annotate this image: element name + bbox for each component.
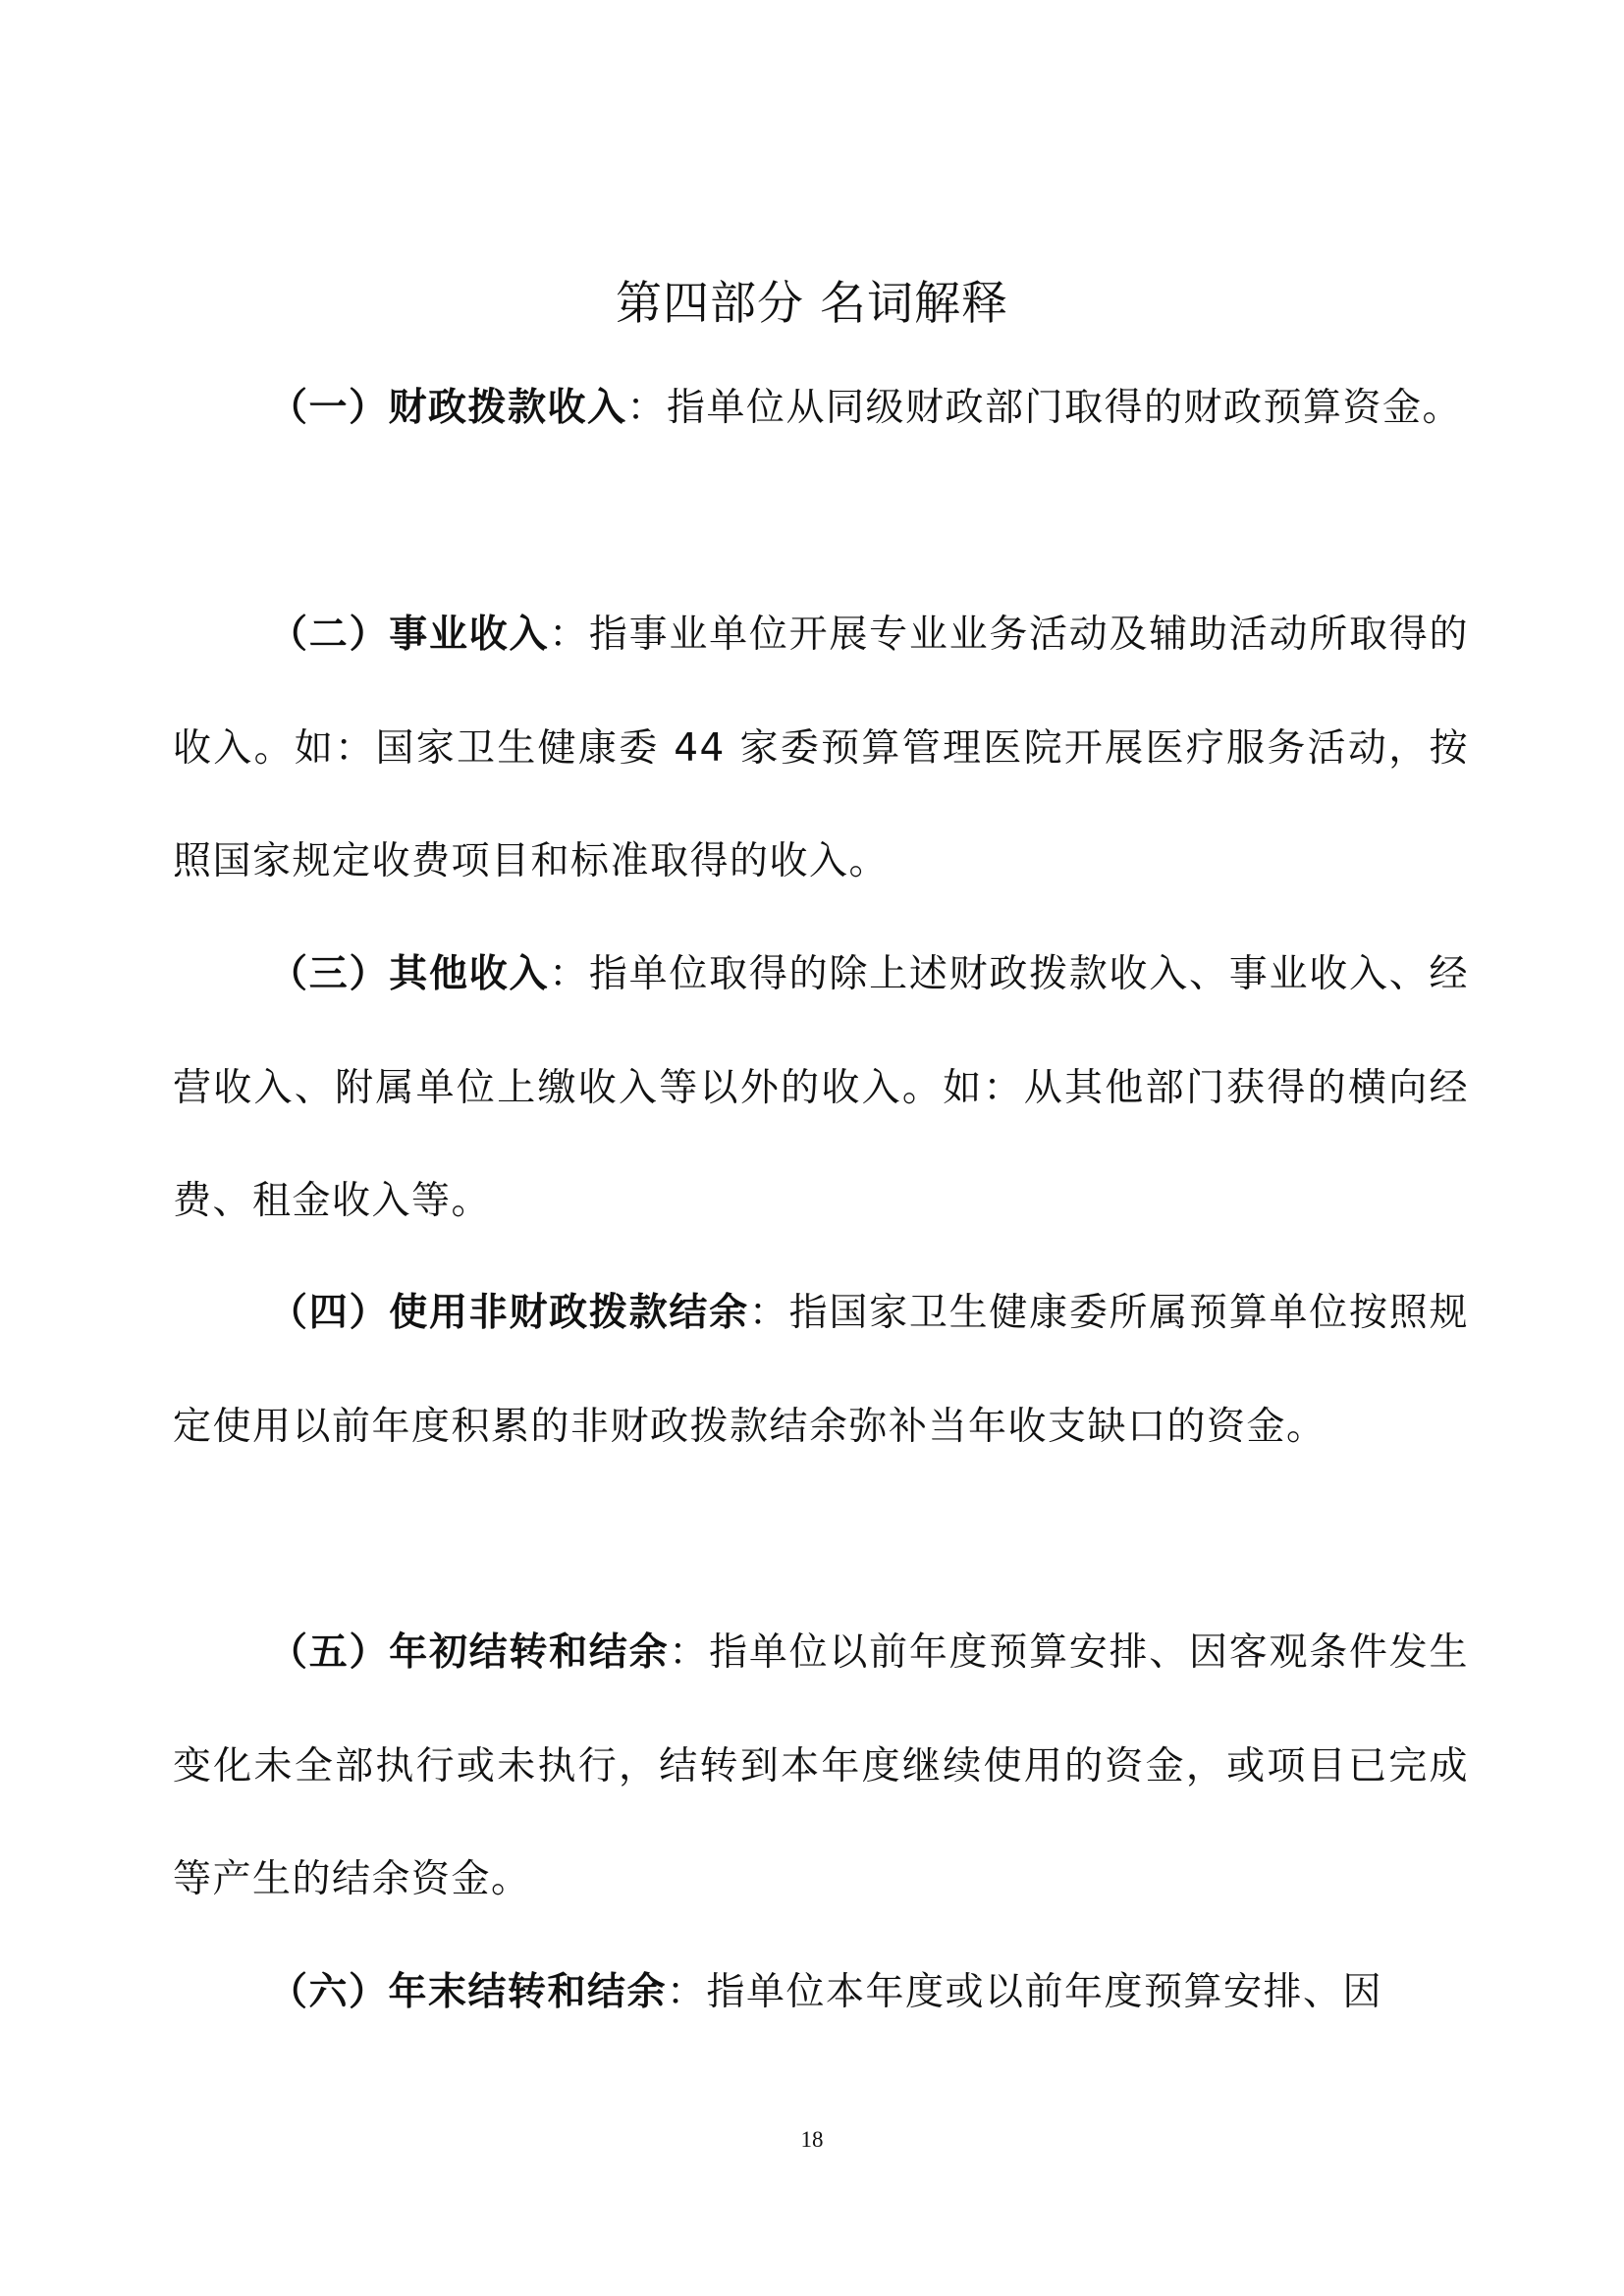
section-title: 第四部分 名词解释 xyxy=(616,277,1008,331)
definition-text: ：指国家卫生健康委所属预算单位按照规定使用以前年度积累的非财政拨款结余弥补当年收支缺口的资金。 xyxy=(173,1291,1469,1449)
definition-paragraph xyxy=(173,1256,1469,1483)
definition-paragraph xyxy=(173,578,1469,919)
definition-text: ：指单位本年度或以前年度预算安排、因 xyxy=(667,1970,1383,2014)
definition-term: （六）年末结转和结余 xyxy=(269,1970,668,2014)
definition-text: ：指单位从同级财政部门取得的财政预算资金。 xyxy=(626,386,1463,430)
definition-text: ：指单位取得的除上述财政拨款收入、事业收入、经营收入、附属单位上缴收入等以外的收入。如：从其他部门获得的横向经费、租金收入等。 xyxy=(173,952,1469,1223)
definition-term: （二）事业收入 xyxy=(269,613,550,657)
definition-paragraph xyxy=(173,1596,1469,1937)
definition-paragraph xyxy=(173,1936,1469,2050)
page-number: 18 xyxy=(800,2127,824,2152)
definition-term: （一）财政拨款收入 xyxy=(269,386,627,430)
definition-term: （五）年初结转和结余 xyxy=(269,1630,670,1675)
definition-paragraph xyxy=(173,918,1469,1258)
definition-text: ：指事业单位开展专业业务活动及辅助活动所取得的收入。如：国家卫生健康委 44 家委预算管理医院开展医疗服务活动，按照国家规定收费项目和标准取得的收入。 xyxy=(173,613,1469,883)
definition-text: ：指单位以前年度预算安排、因客观条件发生变化未全部执行或未执行，结转到本年度继续使用的资金，或项目已完成等产生的结余资金。 xyxy=(173,1630,1469,1901)
definition-term: （三）其他收入 xyxy=(269,952,550,996)
definition-term: （四）使用非财政拨款结余 xyxy=(269,1291,749,1335)
definition-paragraph xyxy=(173,351,1469,465)
